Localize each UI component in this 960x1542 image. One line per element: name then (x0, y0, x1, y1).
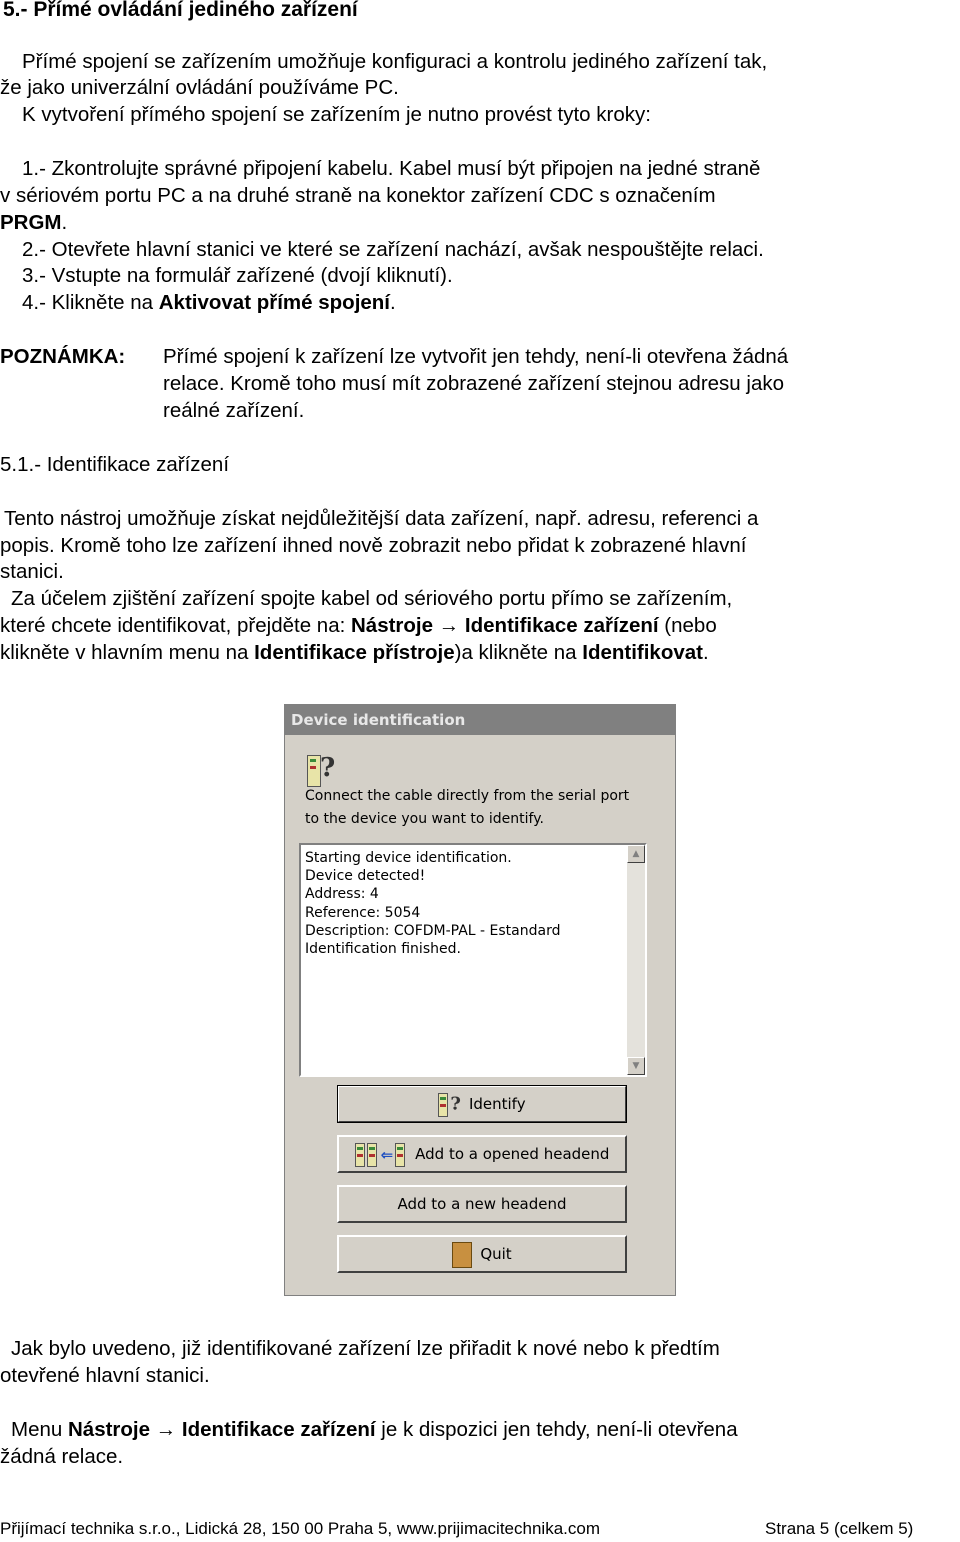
note-label: POZNÁMKA: (0, 345, 126, 368)
dialog-message-line-2: to the device you want to identify. (305, 811, 544, 827)
device-identification-dialog (284, 704, 676, 1296)
dialog-message-line-1: Connect the cable directly from the serial port (305, 788, 630, 804)
section-p2-line-2 (0, 612, 717, 639)
step-4-end: . (390, 291, 396, 314)
identify-label: Identify (468, 1095, 526, 1113)
p2-text-e: (nebo (658, 614, 717, 637)
step-2: 2.- Otevřete hlavní stanici ve které se zařízení nachází, avšak nespouštějte relaci. (22, 238, 764, 261)
intro-line-2: že jako univerzální ovládání používáme PC. (0, 76, 399, 99)
step-1-end: . (61, 211, 68, 234)
section-p1-line-2: popis. Kromě toho lze zařízení ihned nově zobrazit nebo přidat k zobrazené hlavní (0, 534, 747, 557)
dialog-message (305, 785, 629, 831)
scroll-up-icon[interactable]: ▲ (627, 845, 645, 863)
footer-page-number: Strana 5 (celkem 5) (765, 1519, 914, 1538)
add-to-headend-icon: ⇐ (355, 1137, 408, 1172)
note-line-2: relace. Kromě toho musí mít zobrazené zařízení stejnou adresu jako (163, 372, 785, 395)
add-new-headend-button[interactable] (337, 1185, 627, 1223)
log-line: Reference: 5054 (305, 904, 421, 921)
section-p1-line-1: Tento nástroj umožňuje získat nejdůležitější data zařízení, např. adresu, referenci a (4, 507, 759, 530)
p4-menu-identifikace: Identifikace zařízení (181, 1418, 376, 1441)
log-line: Address: 4 (305, 886, 379, 903)
after-p4-line-1 (11, 1416, 738, 1443)
identifikovat-label: Identifikovat (582, 641, 703, 664)
note-line-3: reálné zařízení. (163, 399, 305, 422)
identify-icon: ? (438, 1087, 461, 1122)
scroll-down-icon[interactable]: ▼ (627, 1057, 645, 1075)
dialog-title-bar: Device identification (285, 705, 675, 735)
p4-arrow: → (150, 1418, 182, 1441)
step-4 (22, 289, 396, 316)
log-line: Device detected! (305, 868, 426, 885)
add-opened-headend-button[interactable] (337, 1135, 627, 1173)
step-3: 3.- Vstupte na formulář zařízené (dvojí kliknutí). (22, 264, 453, 287)
menu-nastroje: Nástroje (350, 614, 434, 637)
log-scrollbar[interactable] (627, 845, 645, 1075)
p4-menu-nastroje: Nástroje (67, 1418, 151, 1441)
add-new-label: Add to a new headend (397, 1195, 567, 1213)
log-line: Description: COFDM-PAL - Estandard (305, 922, 561, 939)
p2-text-h: . (703, 641, 709, 664)
page-heading: 5.- Přímé ovládání jediného zařízení (3, 0, 358, 21)
section-p2-line-3 (0, 639, 709, 666)
log-line: Identification finished. (305, 941, 461, 958)
log-lines (305, 849, 560, 958)
menu-identifikace-pristroje: Identifikace přístroje (254, 641, 455, 664)
section-p1-line-3: stanici. (0, 560, 64, 583)
identification-log[interactable] (299, 843, 647, 1077)
prgm-label: PRGM (0, 211, 62, 234)
section-title: 5.1.- Identifikace zařízení (0, 453, 230, 476)
step-1-line-2: v sériovém portu PC a na druhé straně na konektor zařízení CDC s označením (0, 184, 716, 207)
step-1-line-1: 1.- Zkontrolujte správné připojení kabelu. Kabel musí být připojen na jedné straně (22, 157, 761, 180)
p2-text-a: které chcete identifikovat, přejděte na: (0, 614, 351, 637)
step-4-prefix: 4.- Klikněte na (22, 291, 159, 314)
exit-door-icon (452, 1238, 472, 1272)
intro-line-1: Přímé spojení se zařízením umožňuje konfiguraci a kontrolu jediného zařízení tak, (22, 50, 768, 73)
identify-button[interactable] (337, 1085, 627, 1123)
footer-company: Přijímací technika s.r.o., Lidická 28, 150 00 Praha 5, www.prijimacitechnika.com (0, 1519, 600, 1538)
quit-label: Quit (480, 1245, 512, 1263)
arrow: → (433, 614, 465, 637)
device-icon (307, 755, 321, 787)
step-4-action: Aktivovat přímé spojení (158, 291, 391, 314)
intro-line-3: K vytvoření přímého spojení se zařízením je nutno provést tyto kroky: (22, 103, 651, 126)
p2-text-f: klikněte v hlavním menu na (0, 641, 255, 664)
section-p2-line-1: Za účelem zjištění zařízení spojte kabel od sériového portu přímo se zařízením, (11, 587, 733, 610)
after-p3-line-1: Jak bylo uvedeno, již identifikované zařízení lze přiřadit k nové nebo k předtím (11, 1337, 720, 1360)
p4-text-a: Menu (11, 1418, 68, 1441)
p4-text-e: je k dispozici jen tehdy, není-li otevřena (375, 1418, 738, 1441)
add-opened-label: Add to a opened headend (415, 1145, 610, 1163)
question-icon: ? (320, 753, 336, 783)
quit-button[interactable] (337, 1235, 627, 1273)
after-p4-line-2: žádná relace. (0, 1445, 124, 1468)
note-line-1: Přímé spojení k zařízení lze vytvořit jen tehdy, není-li otevřena žádná (163, 345, 789, 368)
step-1-line-3 (0, 209, 67, 236)
after-p3-line-2: otevřené hlavní stanici. (0, 1364, 210, 1387)
log-line: Starting device identification. (305, 850, 512, 866)
p2-text-g: )a klikněte na (454, 641, 583, 664)
menu-identifikace-zarizeni: Identifikace zařízení (464, 614, 659, 637)
